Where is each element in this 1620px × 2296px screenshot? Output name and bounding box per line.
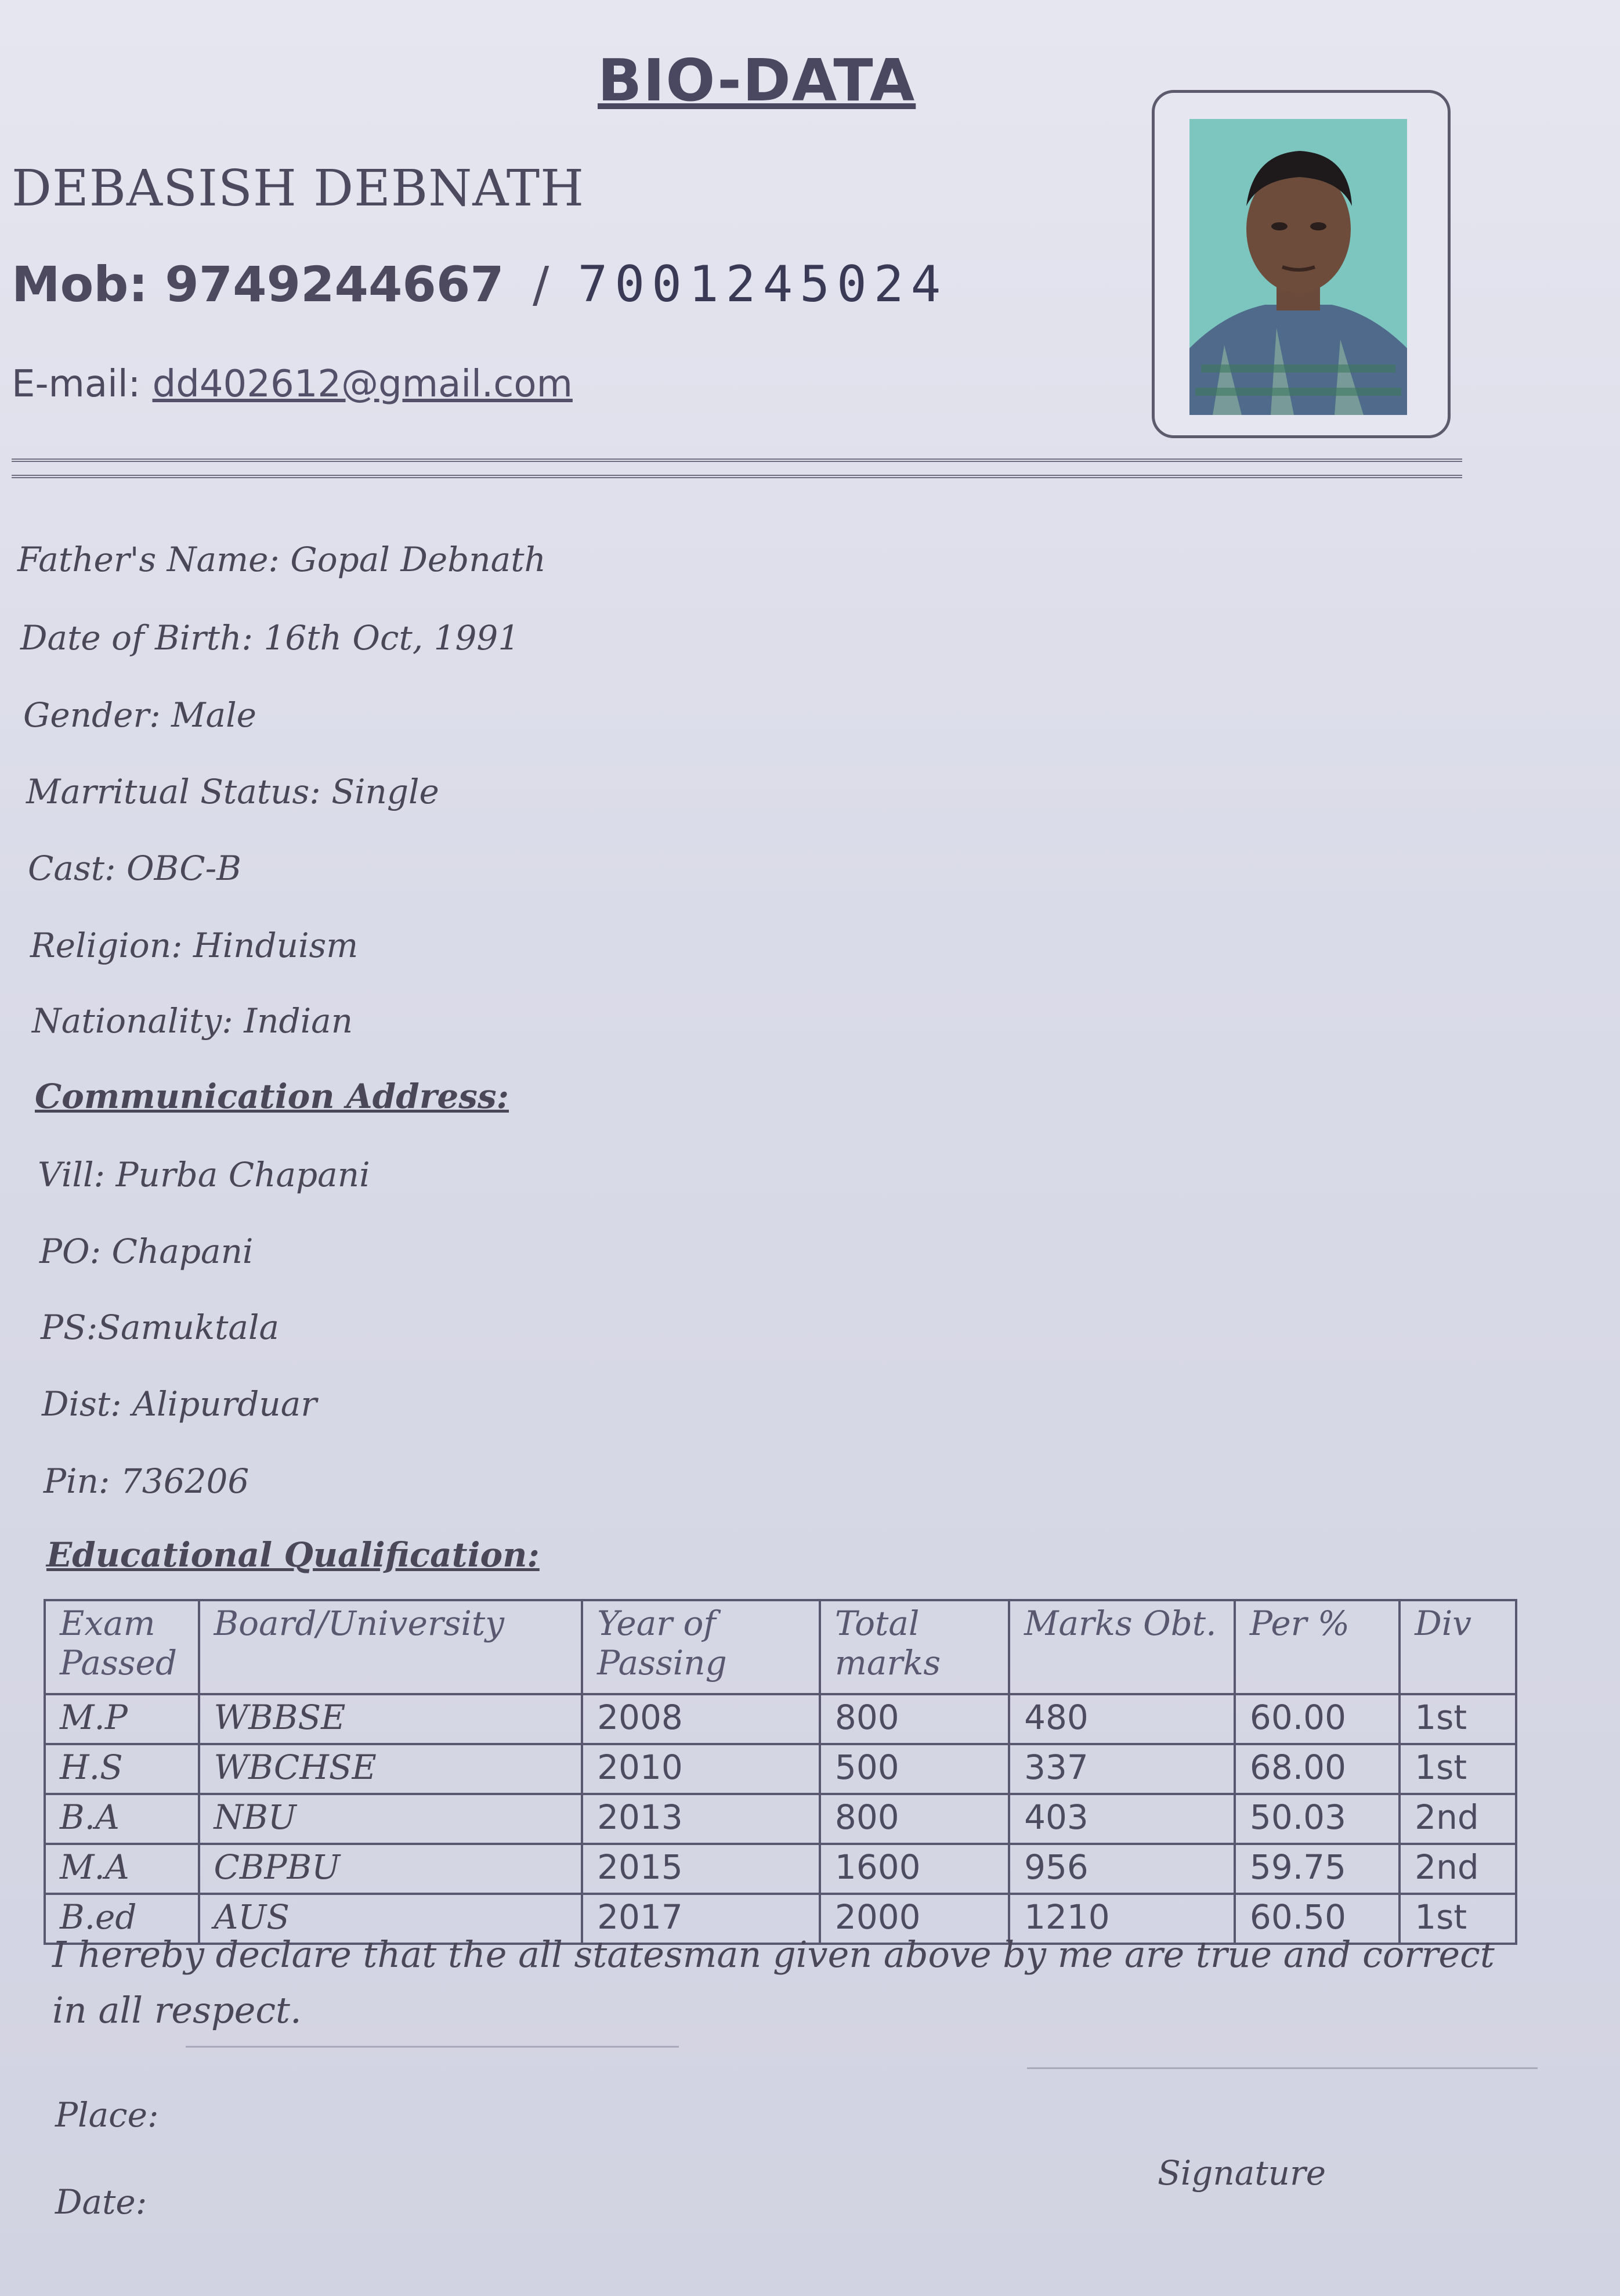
gender: Gender: Male [23, 695, 257, 735]
religion: Religion: Hinduism [30, 926, 359, 965]
address-ps: PS:Samuktala [41, 1308, 280, 1347]
cell-board: NBU [199, 1794, 583, 1844]
cell-board: CBPBU [199, 1844, 583, 1894]
mobile-row [12, 255, 948, 313]
cell-percent: 60.50 [1235, 1894, 1400, 1944]
cell-board: AUS [199, 1894, 583, 1944]
cell-division: 2nd [1400, 1844, 1516, 1894]
mobile-separator: / [533, 256, 549, 313]
cell-marks: 403 [1009, 1794, 1235, 1844]
date-label: Date: [55, 2182, 147, 2222]
cell-year: 2017 [582, 1894, 820, 1944]
education-heading: Educational Qualification: [46, 1535, 540, 1575]
col-marks: Marks Obt. [1009, 1600, 1235, 1694]
cell-total: 500 [820, 1744, 1009, 1794]
mobile-secondary: 7001245024 [577, 255, 948, 313]
cell-board: WBBSE [199, 1694, 583, 1744]
cell-percent: 50.03 [1235, 1794, 1400, 1844]
address-po: PO: Chapani [39, 1232, 254, 1271]
cell-division: 1st [1400, 1694, 1516, 1744]
cell-division: 1st [1400, 1894, 1516, 1944]
col-total: Total marks [820, 1600, 1009, 1694]
cell-division: 1st [1400, 1744, 1516, 1794]
cell-marks: 1210 [1009, 1894, 1235, 1944]
address-heading: Communication Address: [35, 1077, 509, 1116]
place-label: Place: [55, 2095, 159, 2135]
cell-year: 2015 [582, 1844, 820, 1894]
email-row [12, 363, 573, 406]
cell-marks: 956 [1009, 1844, 1235, 1894]
address-pin: Pin: 736206 [44, 1461, 249, 1501]
nationality: Nationality: Indian [32, 1001, 353, 1041]
col-exam: Exam Passed [45, 1600, 199, 1694]
header-divider [12, 459, 1462, 478]
applicant-name: DEBASISH DEBNATH [12, 160, 585, 218]
cell-percent: 59.75 [1235, 1844, 1400, 1894]
cell-exam: H.S [45, 1744, 199, 1794]
table-row [45, 1694, 1516, 1744]
cell-year: 2008 [582, 1694, 820, 1744]
cell-exam: B.ed [45, 1894, 199, 1944]
cell-division: 2nd [1400, 1794, 1516, 1844]
table-row [45, 1794, 1516, 1844]
cell-year: 2010 [582, 1744, 820, 1794]
divider-line-right [1027, 2067, 1538, 2069]
cell-percent: 68.00 [1235, 1744, 1400, 1794]
cell-marks: 480 [1009, 1694, 1235, 1744]
email-link[interactable]: dd402612@gmail.com [152, 363, 573, 406]
table-row [45, 1844, 1516, 1894]
education-table [44, 1599, 1517, 1945]
cell-year: 2013 [582, 1794, 820, 1844]
cell-exam: M.P [45, 1694, 199, 1744]
date-of-birth: Date of Birth: 16th Oct, 1991 [20, 618, 520, 658]
cell-marks: 337 [1009, 1744, 1235, 1794]
table-row [45, 1744, 1516, 1794]
applicant-photo [1189, 119, 1407, 415]
mobile-label: Mob: [12, 256, 149, 313]
address-dist: Dist: Alipurduar [42, 1384, 317, 1424]
cell-total: 1600 [820, 1844, 1009, 1894]
col-year: Year of Passing [582, 1600, 820, 1694]
portrait-image [1189, 119, 1407, 415]
cell-percent: 60.00 [1235, 1694, 1400, 1744]
marital-status: Marritual Status: Single [26, 772, 439, 811]
col-percent: Per % [1235, 1600, 1400, 1694]
cell-board: WBCHSE [199, 1744, 583, 1794]
email-label: E-mail: [12, 363, 141, 406]
signature-label: Signature [1158, 2153, 1326, 2193]
cell-exam: B.A [45, 1794, 199, 1844]
cell-exam: M.A [45, 1844, 199, 1894]
address-vill: Vill: Purba Chapani [38, 1155, 370, 1194]
table-header-row [45, 1600, 1516, 1694]
father-name: Father's Name: Gopal Debnath [17, 540, 546, 579]
cell-total: 800 [820, 1794, 1009, 1844]
mobile-primary: 9749244667 [165, 256, 504, 313]
declaration-text: I hereby declare that the all statesman given above by me are true and correct in all respect. [52, 1933, 1495, 2031]
page-title: BIO-DATA [598, 46, 916, 114]
cast: Cast: OBC-B [28, 849, 241, 888]
col-board: Board/University [199, 1600, 583, 1694]
col-division: Div [1400, 1600, 1516, 1694]
cell-total: 2000 [820, 1894, 1009, 1944]
cell-total: 800 [820, 1694, 1009, 1744]
divider-line-left [186, 2046, 679, 2048]
